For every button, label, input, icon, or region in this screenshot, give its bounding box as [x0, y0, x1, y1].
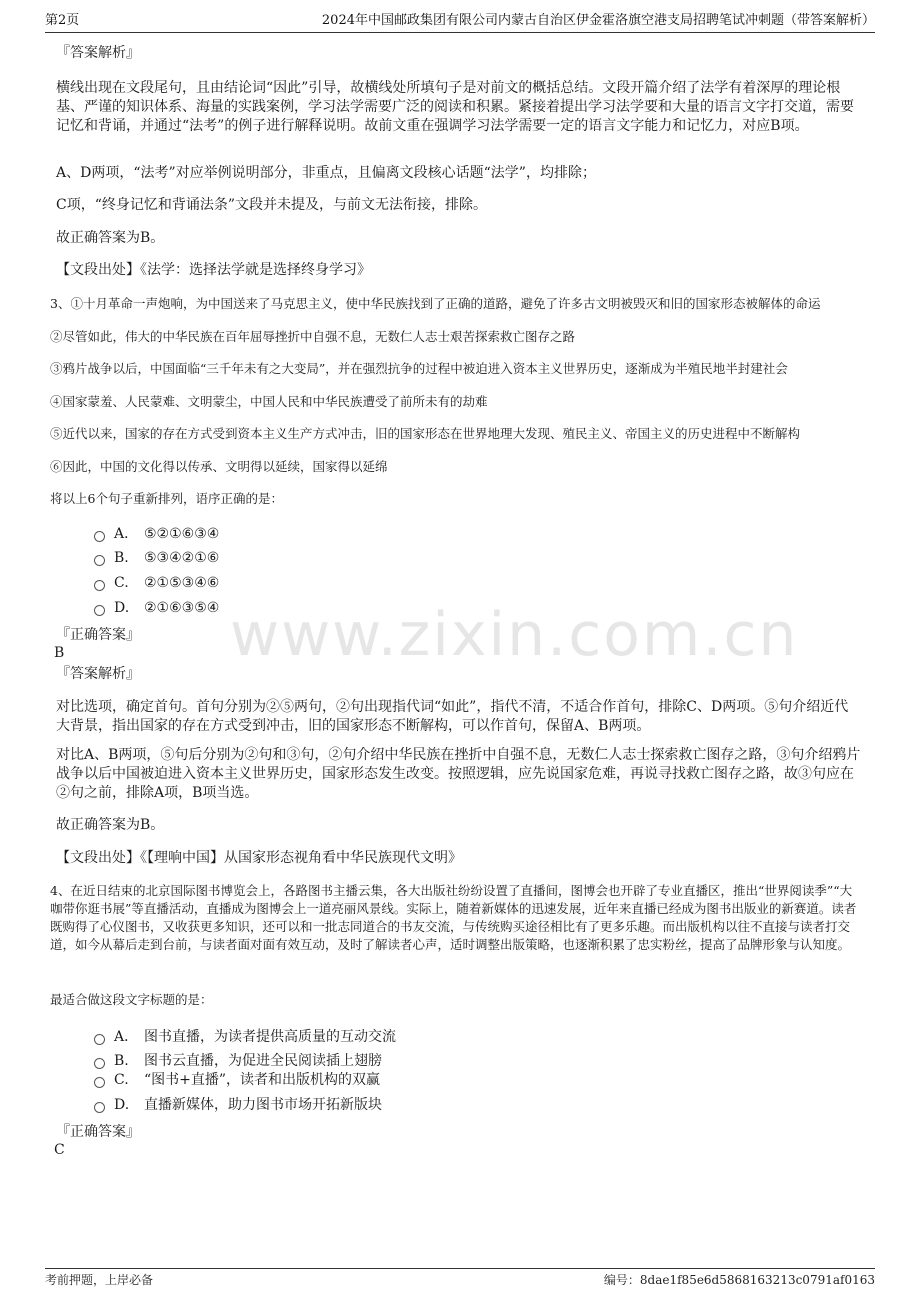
q3-option-a[interactable] — [94, 524, 219, 544]
option-letter: A． — [114, 526, 139, 542]
q3-prompt: 将以上6个句子重新排列，语序正确的是： — [50, 491, 283, 506]
q3-answer-label: 『正确答案』 — [56, 627, 140, 643]
q2-source: 【文段出处】《法学：选择法学就是选择终身学习》 — [56, 262, 371, 278]
radio-icon[interactable] — [94, 555, 105, 566]
page-footer — [45, 1268, 875, 1288]
q3-sentence-2: ②尽管如此，伟大的中华民族在百年屈辱挫折中自强不息，无数仁人志士艰苦探索救亡图存之路 — [50, 329, 576, 344]
q3-sentence-1: 3、①十月革命一声炮响，为中国送来了马克思主义，使中华民族找到了正确的道路，避免了许多古文明被毁灭和旧的国家形态被解体的命运 — [50, 296, 821, 311]
option-text: ⑤②①⑥③④ — [144, 526, 220, 542]
q3-analysis-p3: 故正确答案为B。 — [56, 817, 165, 833]
radio-icon[interactable] — [94, 1058, 105, 1069]
option-letter: C. — [114, 1072, 129, 1088]
q2-analysis-p3: C项，“终身记忆和背诵法条”文段并未提及，与前文无法衔接，排除。 — [56, 197, 488, 213]
page-number: 第2页 — [45, 13, 80, 28]
footer-slogan: 考前押题，上岸必备 — [45, 1273, 154, 1287]
option-letter: D. — [114, 1097, 130, 1113]
option-letter: B. — [114, 550, 129, 566]
radio-icon[interactable] — [94, 531, 105, 542]
q3-option-c[interactable] — [94, 573, 219, 593]
q3-option-d[interactable] — [94, 598, 219, 618]
option-text: ②①⑥③⑤④ — [144, 600, 220, 616]
radio-icon[interactable] — [94, 605, 105, 616]
q3-sentence-6: ⑥因此，中国的文化得以传承、文明得以延续，国家得以延绵 — [50, 459, 388, 474]
watermark: www.zixin.com.cn — [230, 600, 799, 670]
radio-icon[interactable] — [94, 1077, 105, 1088]
document-id: 编号：8dae1f85e6d5868163213c0791af0163 — [603, 1273, 875, 1287]
q3-sentence-4: ④国家蒙羞、人民蒙难、文明蒙尘，中国人民和中华民族遭受了前所未有的劫难 — [50, 394, 488, 409]
option-letter: B. — [114, 1053, 129, 1069]
q2-analysis-label: 『答案解析』 — [56, 45, 140, 61]
q4-option-c[interactable] — [94, 1070, 380, 1090]
q3-option-b[interactable] — [94, 548, 219, 568]
q4-prompt: 最适合做这段文字标题的是： — [50, 992, 213, 1007]
q3-analysis-p2: 对比A、B两项，⑤句后分别为②句和③句，②句介绍中华民族在挫折中自强不息，无数仁人志士探索救亡图存之路，③句介绍鸦片战争以后中国被迫进入资本主义世界历史，国家形态发生改变。按照逻辑，应先说国家危难，再说寻找救亡图存之路，故③句应在②句之前，排除A项，B项当选。 — [56, 747, 861, 801]
option-letter: A． — [114, 1029, 139, 1045]
page-header — [45, 12, 875, 33]
q2-analysis-p1: 横线出现在文段尾句，且由结论词“因此”引导，故横线处所填句子是对前文的概括总结。文段开篇介绍了法学有着深厚的理论根基、严谨的知识体系、海量的实践案例，学习法学需要广泛的阅读和积累。紧接着提出学习法学要和大量的语言文字打交道，需要记忆和背诵，并通过“法考”的例子进行解释说明。故前文重在强调学习法学需要一定的语言文字能力和记忆力，对应B项。 — [56, 80, 854, 134]
q3-sentence-5: ⑤近代以来，国家的存在方式受到资本主义生产方式冲击，旧的国家形态在世界地理大发现、殖民主义、帝国主义的历史进程中不断解构 — [50, 426, 801, 441]
q4-option-a[interactable] — [94, 1027, 396, 1047]
q3-analysis-label: 『答案解析』 — [56, 666, 140, 682]
option-letter: C. — [114, 575, 129, 591]
q4-answer: C — [54, 1142, 65, 1158]
q4-option-b[interactable] — [94, 1051, 382, 1071]
option-text: 图书直播，为读者提供高质量的互动交流 — [144, 1029, 396, 1045]
q4-answer-label: 『正确答案』 — [56, 1124, 140, 1140]
option-text: 图书云直播，为促进全民阅读插上翅膀 — [144, 1053, 382, 1069]
radio-icon[interactable] — [94, 1034, 105, 1045]
option-letter: D. — [114, 600, 130, 616]
q4-option-d[interactable] — [94, 1095, 382, 1115]
document-title: 2024年中国邮政集团有限公司内蒙古自治区伊金霍洛旗空港支局招聘笔试冲刺题（带答案解析） — [321, 13, 875, 28]
option-text: ②①⑤③④⑥ — [144, 575, 220, 591]
q3-sentence-3: ③鸦片战争以后，中国面临“三千年未有之大变局”，并在强烈抗争的过程中被迫进入资本主义世界历史，逐渐成为半殖民地半封建社会 — [50, 361, 788, 376]
q2-analysis-p4: 故正确答案为B。 — [56, 230, 165, 246]
q3-analysis-p1: 对比选项，确定首句。首句分别为②⑤两句，②句出现指代词“如此”，指代不清，不适合作首句，排除C、D两项。⑤句介绍近代大背景，指出国家的存在方式受到冲击，旧的国家形态不断解构，可以作首句，保留A、B两项。 — [56, 699, 849, 734]
q3-source: 【文段出处】《【理响中国】从国家形态视角看中华民族现代文明》 — [56, 850, 462, 866]
radio-icon[interactable] — [94, 1102, 105, 1113]
q3-answer: B — [54, 645, 65, 661]
option-text: 直播新媒体，助力图书市场开拓新版块 — [144, 1097, 382, 1113]
q4-stem: 4、在近日结束的北京国际图书博览会上，各路图书主播云集，各大出版社纷纷设置了直播间，图博会也开辟了专业直播区，推出“世界阅读季”“大咖带你逛书展”等直播活动，直播成为图博会上一道亮丽风景线。实际上，随着新媒体的迅速发展，近年来直播已经成为图书出版业的新赛道。读者既购得了心仪图书，又收获更多知识，还可以和一批志同道合的书友交流，与传统购买途径相比有了更多乐趣。而出版机构以往不直接与读者打交道，如今从幕后走到台前，与读者面对面有效互动，及时了解读者心声，适时调整出版策略，也逐渐积累了忠实粉丝，提高了品牌形象与认知度。 — [50, 883, 857, 952]
q2-analysis-p2: A、D两项，“法考”对应举例说明部分，非重点，且偏离文段核心话题“法学”，均排除； — [56, 165, 596, 181]
option-text: ⑤③④②①⑥ — [144, 550, 220, 566]
option-text: “图书+直播”，读者和出版机构的双赢 — [144, 1072, 381, 1088]
radio-icon[interactable] — [94, 580, 105, 591]
